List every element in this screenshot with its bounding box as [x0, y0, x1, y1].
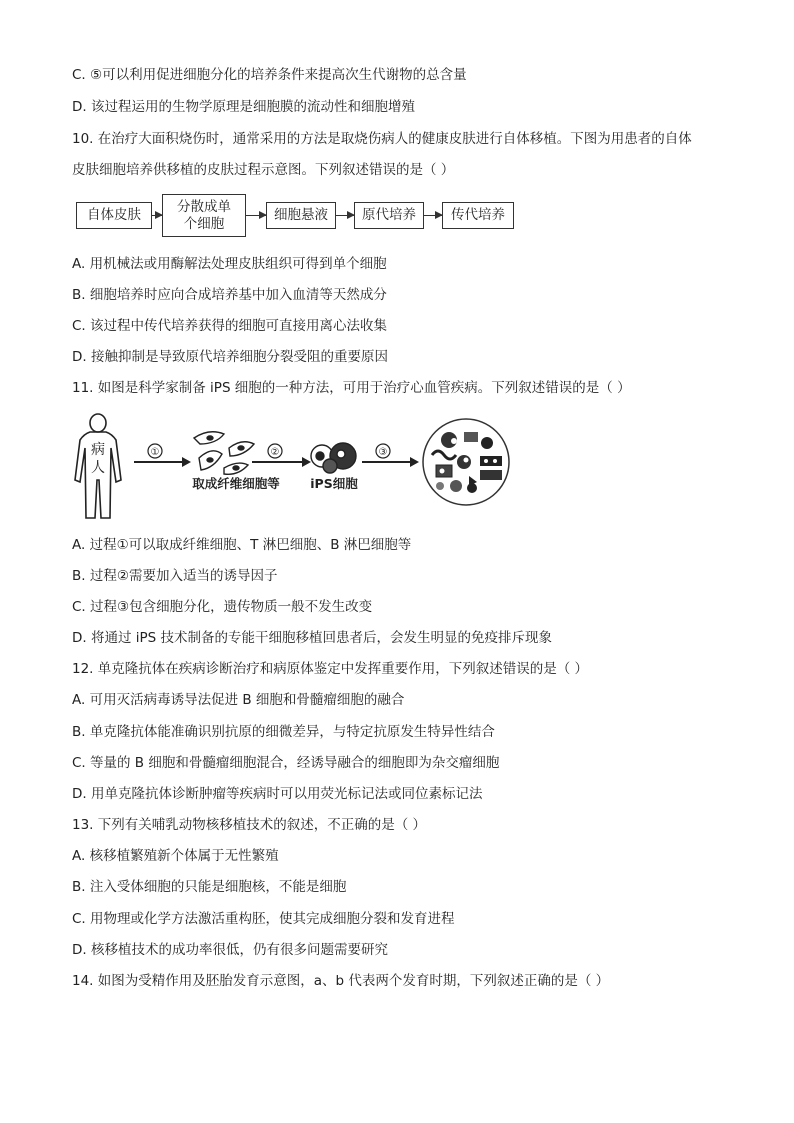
q12-option-c: C. 等量的 B 细胞和骨髓瘤细胞混合，经诱导融合的细胞即为杂交瘤细胞 — [72, 755, 500, 771]
q11-option-d: D. 将通过 iPS 技术制备的专能干细胞移植回患者后，会发生明显的免疫排斥现象 — [72, 630, 553, 646]
q10-stem-line1: 10. 在治疗大面积烧伤时，通常采用的方法是取烧伤病人的健康皮肤进行自体移植。下图为用患者的自体 — [72, 131, 692, 147]
q11-ips-figure — [64, 410, 524, 525]
fibroblast-cells-icon — [194, 432, 254, 475]
flow-arrow — [424, 215, 442, 216]
step-3-label: ③ — [378, 447, 388, 458]
flow-box-autologous-skin: 自体皮肤 — [76, 202, 152, 229]
q12-option-a: A. 可用灭活病毒诱导法促进 B 细胞和骨髓瘤细胞的融合 — [72, 692, 405, 708]
q10-option-b: B. 细胞培养时应向合成培养基中加入血清等天然成分 — [72, 287, 387, 303]
step-2-label: ② — [270, 447, 280, 458]
q9-option-c: C. ⑤可以利用促进细胞分化的培养条件来提高次生代谢物的总含量 — [72, 67, 467, 83]
flow-box-primary-culture: 原代培养 — [354, 202, 424, 229]
arrow-step-1 — [134, 444, 191, 467]
flow-box-disperse-cells-line2: 个细胞 — [183, 215, 225, 232]
arrow-step-3 — [362, 444, 419, 467]
q13-option-c: C. 用物理或化学方法激活重构胚，使其完成细胞分裂和发育进程 — [72, 911, 455, 927]
flow-box-disperse-cells-line1: 分散成单 — [177, 198, 231, 215]
q11-option-a: A. 过程①可以取成纤维细胞、T 淋巴细胞、B 淋巴细胞等 — [72, 537, 412, 553]
flow-arrow — [246, 215, 266, 216]
q9-option-d: D. 该过程运用的生物学原理是细胞膜的流动性和细胞增殖 — [72, 99, 415, 115]
q11-stem: 11. 如图是科学家制备 iPS 细胞的一种方法，可用于治疗心血管疾病。下列叙述错误的是（ ） — [72, 380, 631, 396]
patient-label-char1: 病 — [91, 442, 105, 458]
q10-option-c: C. 该过程中传代培养获得的细胞可直接用离心法收集 — [72, 318, 388, 334]
ips-cells-icon — [311, 443, 356, 473]
q10-option-d: D. 接触抑制是导致原代培养细胞分裂受阻的重要原因 — [72, 349, 388, 365]
fibroblast-label: 取成纤维细胞等 — [192, 476, 280, 491]
q11-option-c: C. 过程③包含细胞分化，遗传物质一般不发生改变 — [72, 599, 373, 615]
q10-option-a: A. 用机械法或用酶解法处理皮肤组织可得到单个细胞 — [72, 256, 387, 272]
arrow-step-2 — [252, 444, 311, 467]
q13-option-a: A. 核移植繁殖新个体属于无性繁殖 — [72, 848, 279, 864]
q14-stem: 14. 如图为受精作用及胚胎发育示意图，a、b 代表两个发育时期，下列叙述正确的是（ ） — [72, 973, 610, 989]
step-1-label: ① — [150, 447, 160, 458]
ips-label: iPS细胞 — [310, 476, 358, 491]
q10-flow-diagram — [72, 190, 532, 238]
flow-arrow — [336, 215, 354, 216]
q13-option-d: D. 核移植技术的成功率很低，仍有很多问题需要研究 — [72, 942, 388, 958]
q13-option-b: B. 注入受体细胞的只能是细胞核，不能是细胞 — [72, 879, 347, 895]
ips-process-illustration — [64, 410, 524, 525]
flow-arrow — [152, 215, 162, 216]
flow-box-cell-suspension: 细胞悬液 — [266, 202, 336, 229]
q12-stem: 12. 单克隆抗体在疾病诊断治疗和病原体鉴定中发挥重要作用，下列叙述错误的是（ ） — [72, 661, 589, 677]
q12-option-d: D. 用单克隆抗体诊断肿瘤等疾病时可以用荧光标记法或同位素标记法 — [72, 786, 483, 802]
q12-option-b: B. 单克隆抗体能准确识别抗原的细微差异，与特定抗原发生特异性结合 — [72, 724, 495, 740]
q11-option-b: B. 过程②需要加入适当的诱导因子 — [72, 568, 278, 584]
patient-label-char2: 人 — [91, 460, 105, 476]
differentiated-tissue-icon — [423, 419, 509, 505]
q10-stem-line2: 皮肤细胞培养供移植的皮肤过程示意图。下列叙述错误的是（ ） — [72, 162, 455, 178]
flow-box-subculture: 传代培养 — [442, 202, 514, 229]
flow-box-disperse-cells — [162, 194, 246, 237]
q13-stem: 13. 下列有关哺乳动物核移植技术的叙述，不正确的是（ ） — [72, 817, 427, 833]
